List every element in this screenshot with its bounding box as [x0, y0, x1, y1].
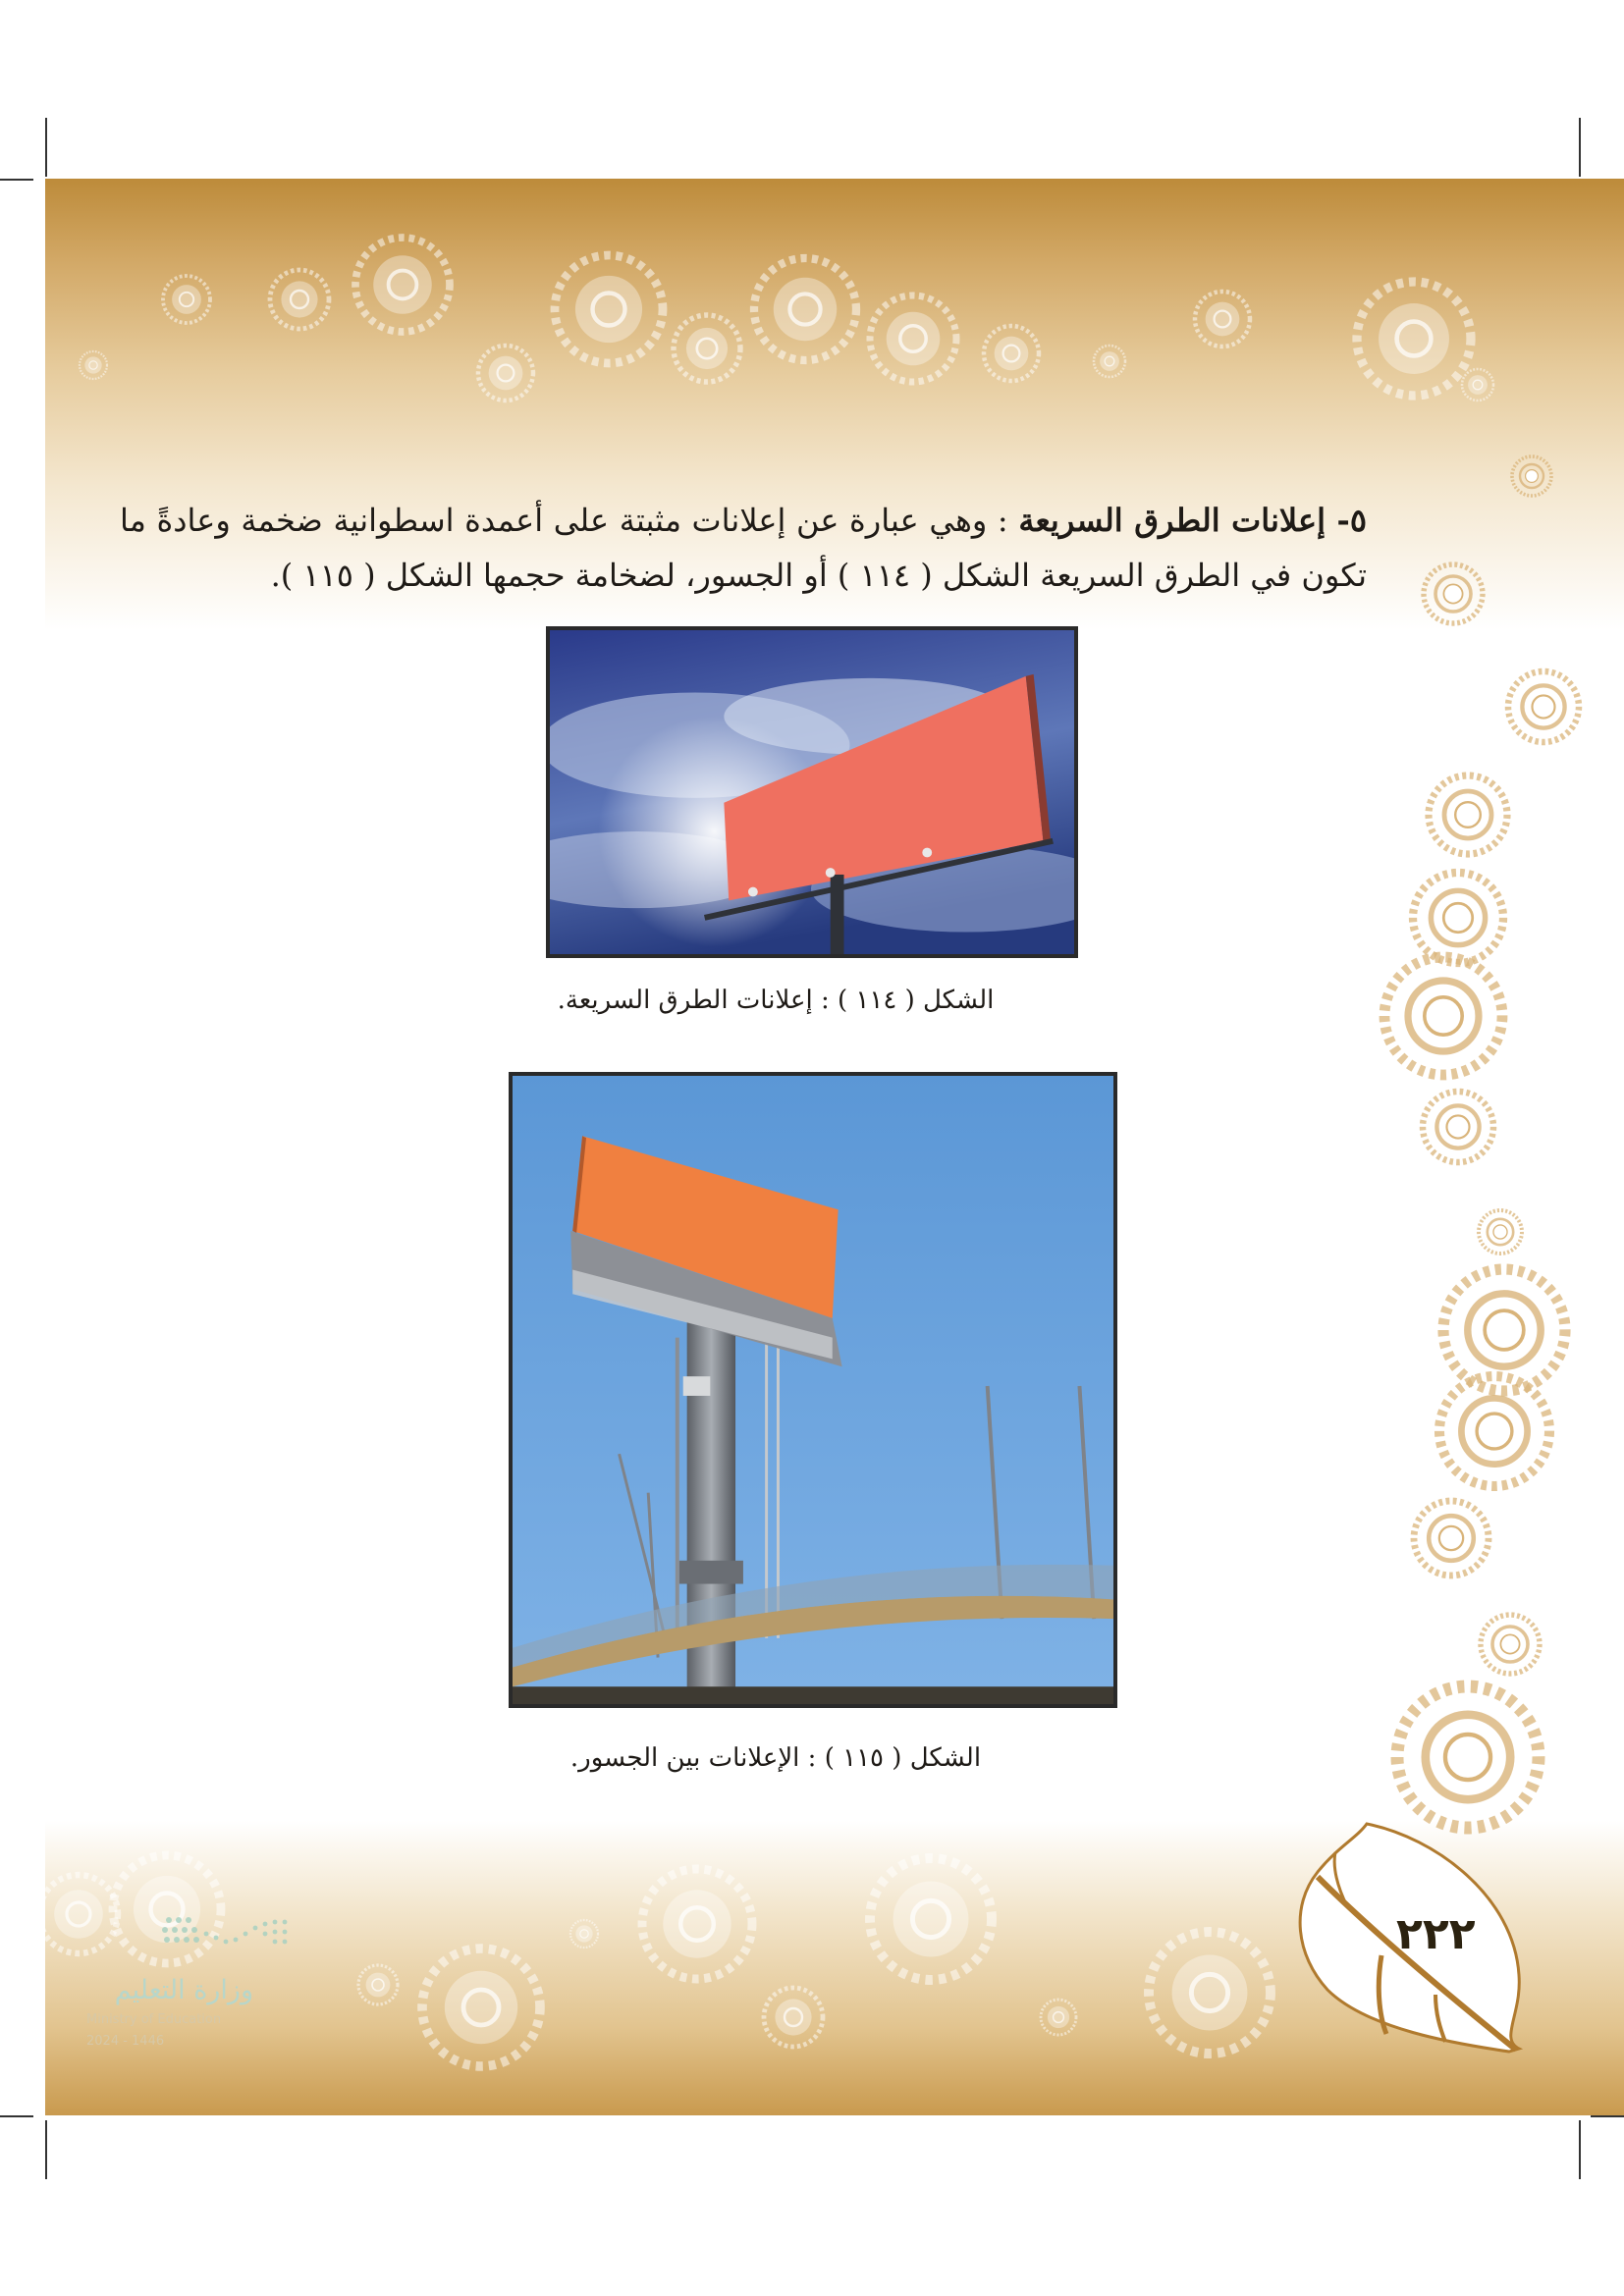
- body-paragraph: [120, 493, 1367, 603]
- side-flowers: [1384, 456, 1579, 1828]
- figure-115-image: [509, 1072, 1117, 1708]
- crop-mark: [0, 2115, 33, 2117]
- section-heading: ٥- إعلانات الطرق السريعة: [1018, 502, 1368, 539]
- ministry-name: وزارة التعليم: [114, 1975, 253, 2005]
- crop-mark: [45, 2120, 47, 2179]
- crop-mark: [1591, 2115, 1624, 2117]
- ministry-year: 2024 - 1446: [86, 2034, 165, 2049]
- crop-mark: [45, 118, 47, 177]
- crop-mark: [0, 179, 33, 181]
- page-number: ٢٢٢: [1396, 1909, 1476, 1959]
- ministry-subtitle: Ministry of Education: [86, 2012, 222, 2027]
- figure-115-caption: الشكل ( ١١٥ ) : الإعلانات بين الجسور.: [569, 1743, 982, 1773]
- crop-mark: [1579, 2120, 1581, 2179]
- crop-mark: [1579, 118, 1581, 177]
- figure-114-caption: الشكل ( ١١٤ ) : إعلانات الطرق السريعة.: [557, 986, 995, 1015]
- paragraph-text: : وهي عبارة عن إعلانات مثبتة على أعمدة اسطوانية ضخمة وعادةً ما تكون في الطرق السريعة الشكل ( ١١٤ ) أو الجسور، لضخامة حجمها الشكل ( ١١٥ ).: [120, 502, 1367, 594]
- figure-114-image: [546, 626, 1078, 958]
